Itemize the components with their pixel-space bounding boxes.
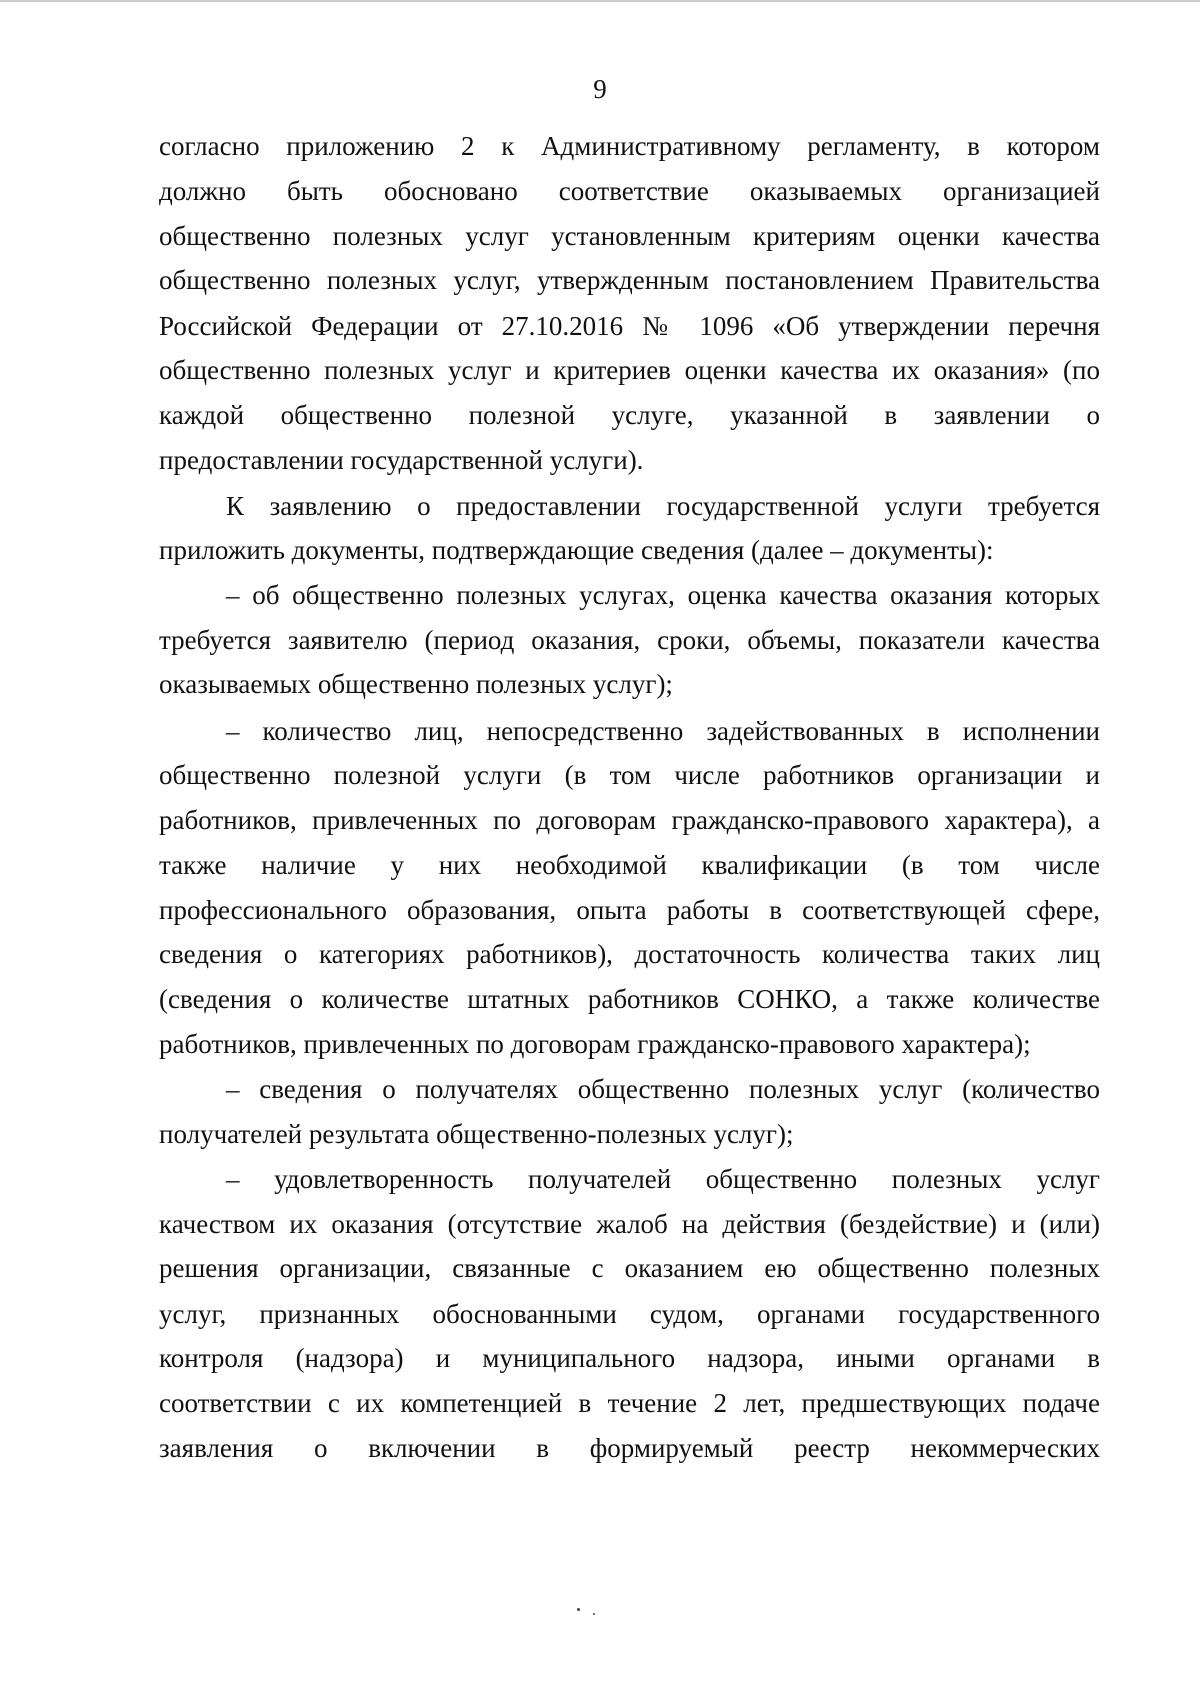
scan-speck: [593, 1613, 595, 1615]
text-line: заявления о включении в формируемый реестр некоммерческих: [159, 1433, 1100, 1463]
text-line: решения организации, связанные с оказанием ею общественно полезных: [159, 1253, 1100, 1283]
text-line: каждой общественно полезной услуге, указанной в заявлении о: [159, 400, 1100, 430]
list-item-line: – количество лиц, непосредственно задействованных в исполнении: [226, 716, 1100, 746]
text-line: общественно полезных услуг, утвержденным постановлением Правительства: [159, 265, 1100, 295]
text-line: общественно полезных услуг установленным критериям оценки качества: [159, 221, 1100, 251]
text-line: общественно полезной услуги (в том числе работников организации и: [159, 760, 1100, 790]
text-line: (сведения о количестве штатных работников СОНКО, а также количестве: [159, 984, 1100, 1014]
text-line: качеством их оказания (отсутствие жалоб на действия (бездействие) и (или): [159, 1209, 1100, 1239]
text-line: соответствии с их компетенцией в течение 2 лет, предшествующих подаче: [159, 1388, 1100, 1418]
text-line: Российской Федерации от 27.10.2016 № 1096 «Об утверждении перечня: [159, 311, 1100, 341]
text-line: также наличие у них необходимой квалификации (в том числе: [159, 850, 1100, 880]
text-line: работников, привлеченных по договорам гражданско-правового характера), а: [159, 805, 1100, 835]
text-line: приложить документы, подтверждающие сведения (далее – документы):: [159, 535, 994, 565]
scan-speck: [577, 1608, 580, 1611]
text-line: услуг, признанных обоснованными судом, органами государственного: [159, 1299, 1100, 1329]
text-line: предоставлении государственной услуги).: [159, 445, 644, 475]
list-item-line: – удовлетворенность получателей общественно полезных услуг: [226, 1164, 1100, 1194]
text-line: К заявлению о предоставлении государственной услуги требуется: [226, 491, 1100, 521]
top-border: [0, 0, 1200, 2]
text-line: сведения о категориях работников), достаточность количества таких лиц: [159, 939, 1100, 969]
text-line: профессионального образования, опыта работы в соответствующей сфере,: [159, 895, 1100, 925]
list-item-line: – сведения о получателях общественно полезных услуг (количество: [226, 1074, 1100, 1104]
text-line: получателей результата общественно-полезных услуг);: [159, 1119, 794, 1149]
text-line: должно быть обосновано соответствие оказываемых организацией: [159, 176, 1100, 206]
text-line: оказываемых общественно полезных услуг);: [159, 669, 673, 699]
text-line: требуется заявителю (период оказания, сроки, объемы, показатели качества: [159, 625, 1100, 655]
page-number: 9: [593, 74, 607, 104]
text-line: согласно приложению 2 к Административному регламенту, в котором: [159, 131, 1100, 161]
text-line: общественно полезных услуг и критериев оценки качества их оказания» (по: [159, 355, 1100, 385]
text-line: контроля (надзора) и муниципального надзора, иными органами в: [159, 1343, 1100, 1373]
list-item-line: – об общественно полезных услугах, оценка качества оказания которых: [226, 580, 1100, 610]
text-line: работников, привлеченных по договорам гражданско-правового характера);: [159, 1029, 1031, 1059]
